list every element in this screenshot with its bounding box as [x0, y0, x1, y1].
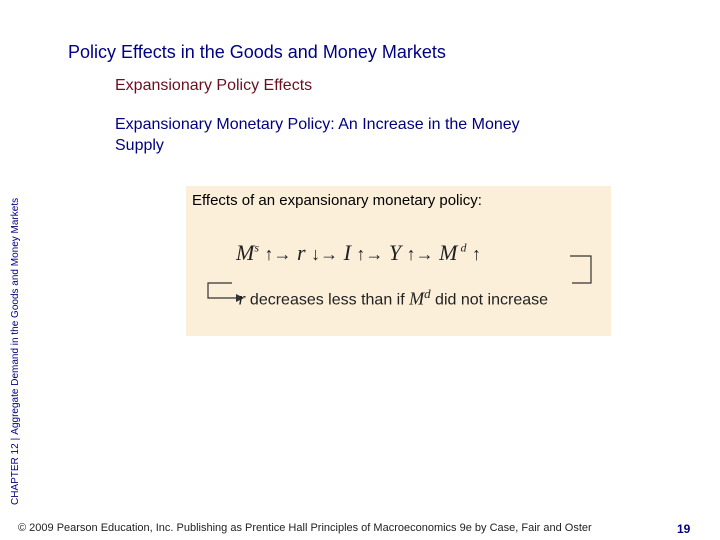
feedback-statement: r decreases less than if $M^d$ did not increase [238, 286, 549, 309]
side-label-divider: | [10, 437, 21, 441]
slide-title: Policy Effects in the Goods and Money Markets [68, 42, 446, 62]
effects-box [186, 186, 611, 336]
body-text: Expansionary Monetary Policy: An Increase in the Money Supply [115, 116, 520, 154]
transmission-chain: $M^s$ ↑→ r ↓→ I ↑→ Y ↑→ M $^d$ ↑ [236, 240, 481, 265]
chapter-number: CHAPTER 12 [10, 443, 21, 505]
section-heading: Expansionary Policy Effects [115, 77, 313, 94]
copyright-footer: © 2009 Pearson Education, Inc. Publishing as Prentice Hall Principles of Macroeconomics 9e by Case, Fair and Oster [18, 522, 592, 534]
page-number: 19 [677, 522, 691, 536]
chapter-side-label [10, 110, 21, 505]
effects-heading: Effects of an expansionary monetary policy: [192, 192, 482, 209]
chapter-title: Aggregate Demand in the Goods and Money Markets [10, 197, 21, 435]
